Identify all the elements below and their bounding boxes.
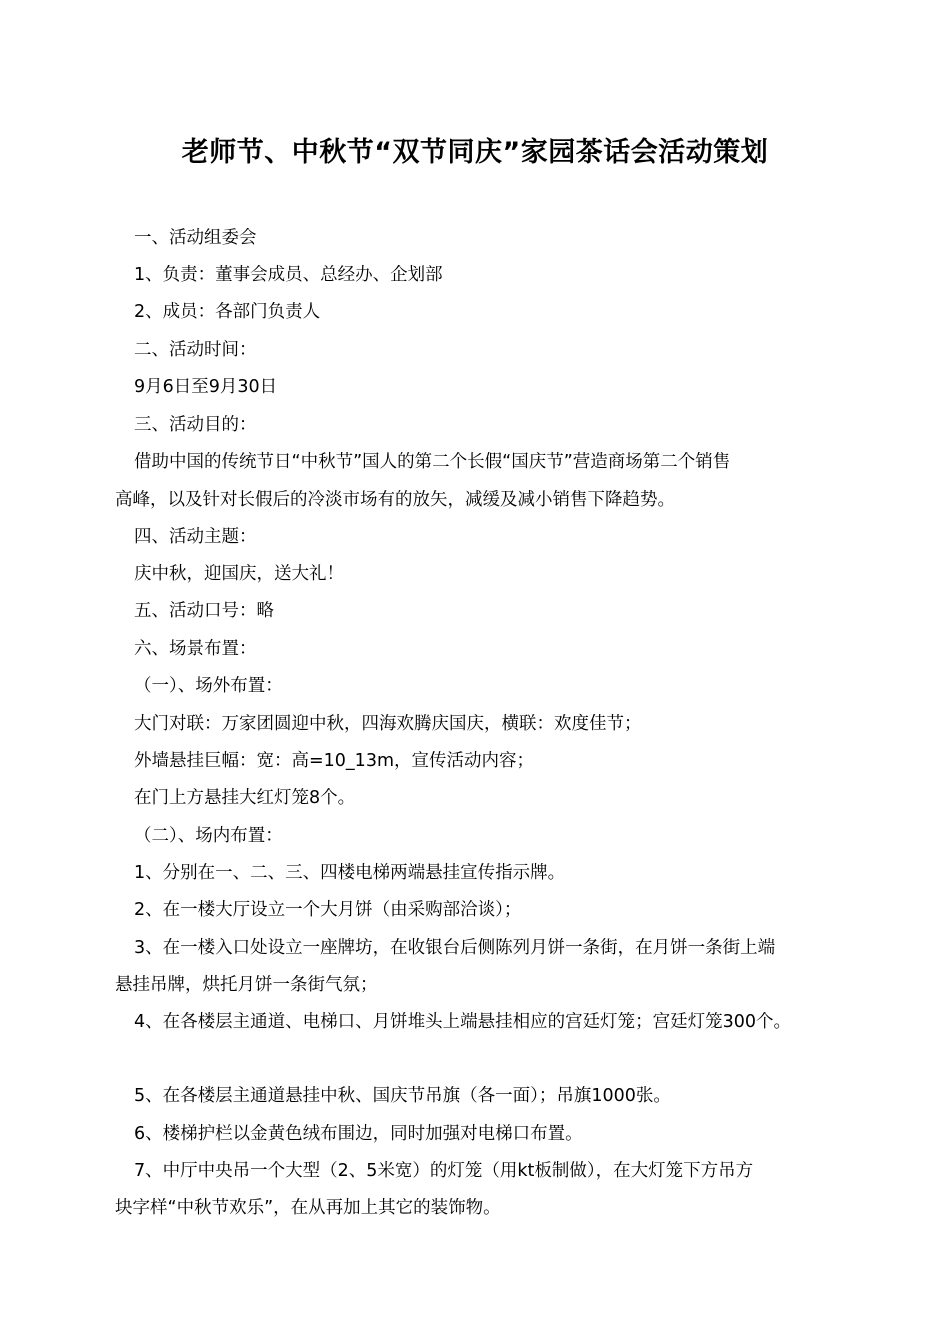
paragraph-line: 1、负责：董事会成员、总经办、企划部 — [134, 265, 443, 285]
subheading-outdoor-layout: （一）、场外布置： — [134, 676, 283, 696]
subheading-indoor-layout: （二）、场内布置： — [134, 826, 283, 846]
paragraph-line: 块字样“中秋节欢乐”，在从再加上其它的装饰物。 — [115, 1198, 501, 1218]
paragraph-line: 大门对联：万家团圆迎中秋，四海欢腾庆国庆，横联：欢度佳节； — [134, 714, 642, 734]
paragraph-line: 高峰，以及针对长假后的冷淡市场有的放矢，减缓及减小销售下降趋势。 — [115, 490, 675, 510]
paragraph-line: 9月6日至9月30日 — [134, 377, 278, 397]
paragraph-line: 4、在各楼层主通道、电梯口、月饼堆头上端悬挂相应的宫廷灯笼；宫廷灯笼300个。 — [134, 1012, 792, 1032]
paragraph-line: 7、中厅中央吊一个大型（2、5米宽）的灯笼（用kt板制做），在大灯笼下方吊方 — [134, 1161, 754, 1181]
paragraph-line: 外墙悬挂巨幅：宽：高=10_13m，宣传活动内容； — [134, 751, 534, 771]
paragraph-line: 悬挂吊牌，烘托月饼一条街气氛； — [115, 975, 378, 995]
heading-organizing-committee: 一、活动组委会 — [134, 228, 257, 248]
document-title: 老师节、中秋节“双节同庆”家园茶话会活动策划 — [181, 137, 769, 168]
paragraph-line: 3、在一楼入口处设立一座牌坊，在收银台后侧陈列月饼一条街，在月饼一条街上端 — [134, 938, 776, 958]
paragraph-line: 在门上方悬挂大红灯笼8个。 — [134, 788, 356, 808]
heading-activity-time: 二、活动时间： — [134, 340, 257, 360]
paragraph-line: 6、楼梯护栏以金黄色绒布围边，同时加强对电梯口布置。 — [134, 1124, 583, 1144]
heading-activity-slogan: 五、活动口号：略 — [134, 601, 274, 621]
heading-scene-layout: 六、场景布置： — [134, 639, 257, 659]
heading-activity-purpose: 三、活动目的： — [134, 415, 257, 435]
paragraph-line: 5、在各楼层主通道悬挂中秋、国庆节吊旗（各一面）；吊旗1000张。 — [134, 1086, 671, 1106]
paragraph-line: 庆中秋，迎国庆，送大礼！ — [134, 564, 344, 584]
paragraph-line: 2、成员：各部门负责人 — [134, 302, 321, 322]
paragraph-line: 借助中国的传统节日“中秋节”国人的第二个长假“国庆节”营造商场第二个销售 — [134, 452, 731, 472]
paragraph-line: 1、分别在一、二、三、四楼电梯两端悬挂宣传指示牌。 — [134, 863, 566, 883]
paragraph-line: 2、在一楼大厅设立一个大月饼（由采购部洽谈）； — [134, 900, 522, 920]
heading-activity-theme: 四、活动主题： — [134, 527, 257, 547]
